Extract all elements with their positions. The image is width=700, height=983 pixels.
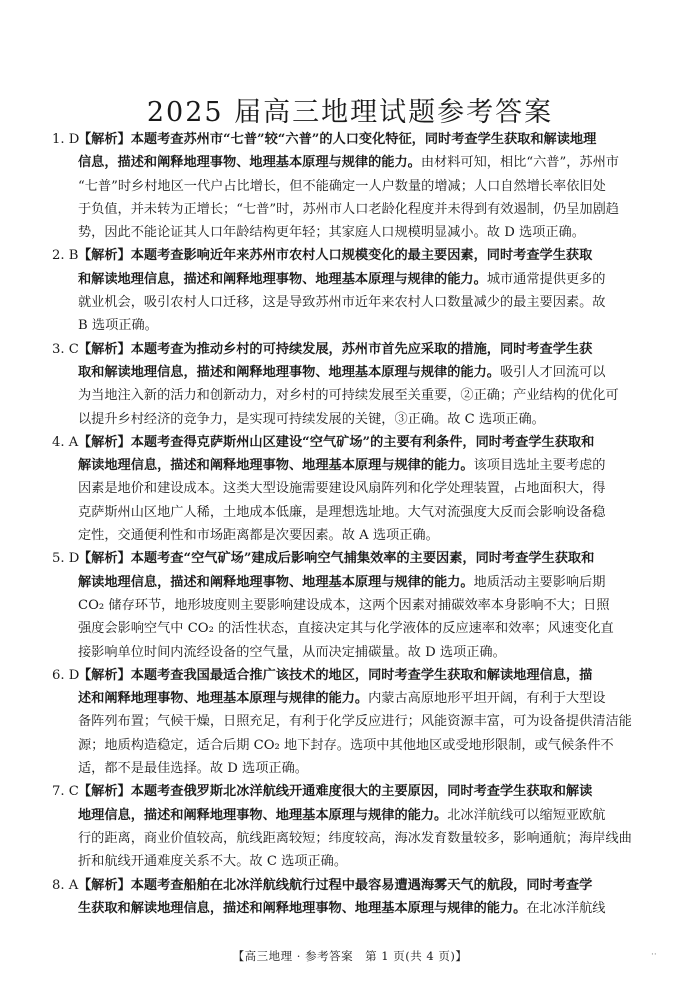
page-title: 2025 届高三地理试题参考答案: [146, 97, 554, 129]
analysis-lead-text: 信息，描述和阐释地理事物、地理基本原理与规律的能力。: [78, 155, 421, 171]
answer-line: [78, 617, 664, 640]
analysis-body-text: 内蒙古高原地形平坦开阔，有利于大型设: [368, 691, 606, 707]
analysis-body-text: 强度会影响空气中 CO₂ 的活性状态，直接决定其与化学液体的反应速率和效率；风速变化直: [78, 621, 614, 637]
answer-line: [78, 268, 664, 291]
answer-item: [52, 128, 664, 244]
analysis-body-text: 地质活动主要影响后期: [473, 574, 606, 590]
analysis-lead-text: 解读地理信息，描述和阐释地理事物、地理基本原理与规律的能力。: [78, 574, 474, 590]
answer-line: [78, 757, 664, 780]
answer-line: [78, 128, 664, 151]
analysis-lead-text: 【解析】本题考查“空气矿场”建成后影响空气捕集效率的主要因素，同时考查学生获取和: [78, 551, 595, 567]
analysis-body-text: 北冰洋航线可以缩短亚欧航: [447, 807, 606, 823]
analysis-body-text: 以提升乡村经济的竞争力，是实现可持续发展的关键，③正确。故 C 选项正确。: [78, 411, 545, 427]
answer-line: [78, 244, 664, 267]
answer-line: [78, 501, 664, 524]
answer-line: [78, 780, 664, 803]
answer-line: [78, 361, 664, 384]
answer-number: 7. C: [52, 784, 79, 800]
analysis-body-text: 克萨斯州山区地广人稀，土地成本低廉，是理想选址地。大气对流强度大反而会影响设备稳: [78, 504, 606, 520]
answer-line: [78, 291, 664, 314]
answer-line: [78, 850, 664, 873]
answer-line: [78, 547, 664, 570]
answer-line: [78, 477, 664, 500]
answer-line: [78, 571, 664, 594]
answer-line: [78, 897, 664, 920]
answer-number: 2. B: [52, 248, 79, 264]
answer-item: [52, 547, 664, 663]
analysis-lead-text: 【解析】本题考查船舶在北冰洋航线航行过程中最容易遭遇海雾天气的航段，同时考查学: [78, 877, 593, 893]
analysis-lead-text: 【解析】本题考查影响近年来苏州市农村人口规模变化的最主要因素，同时考查学生获取: [78, 248, 593, 264]
answer-line: [78, 175, 664, 198]
analysis-body-text: 城市通常提供更多的: [486, 271, 606, 287]
answer-number: 5. D: [52, 551, 80, 567]
answer-line: [78, 384, 664, 407]
answer-list: [52, 128, 664, 920]
analysis-body-text: 势，因此不能论证其人口年龄结构更年轻；其家庭人口规模明显减小。故 D 选项正确。: [78, 225, 585, 241]
analysis-lead-text: 生获取和解读地理信息，描述和阐释地理事物、地理基本原理与规律的能力。: [78, 900, 527, 916]
answer-line: [78, 198, 664, 221]
analysis-body-text: 为当地注入新的活力和创新动力，对乡村的可持续发展至关重要，②正确；产业结构的优化可: [78, 388, 619, 404]
analysis-body-text: 行的距离，商业价值较高，航线距离较短；纬度较高，海冰发育数量较多，影响通航；海岸线曲: [78, 830, 632, 846]
answer-line: [78, 314, 664, 337]
analysis-lead-text: 【解析】本题考查得克萨斯州山区建设“空气矿场”的主要有利条件，同时考查学生获取和: [78, 434, 595, 450]
answer-item: [52, 874, 664, 921]
analysis-lead-text: 【解析】本题考查我国最适合推广该技术的地区，同时考查学生获取和解读地理信息，描: [78, 667, 593, 683]
answer-line: [78, 408, 664, 431]
corner-mark: ··: [651, 950, 657, 960]
analysis-lead-text: 述和阐释地理事物、地理基本原理与规律的能力。: [78, 691, 369, 707]
analysis-lead-text: 【解析】本题考查苏州市“七普”较“六普”的人口变化特征，同时考查学生获取和解读地理: [78, 132, 597, 147]
analysis-body-text: B 选项正确。: [78, 318, 158, 334]
answer-line: [78, 804, 664, 827]
answer-line: [78, 431, 664, 454]
analysis-body-text: 因素是地价和建设成本。这类大型设施需要建设风扇阵列和化学处理装置，占地面积大，得: [78, 481, 606, 497]
answer-item: [52, 431, 664, 547]
analysis-body-text: 源；地质构造稳定，适合后期 CO₂ 地下封存。选项中其他地区或受地形限制，或气候条件不: [78, 737, 614, 753]
answer-line: [78, 734, 664, 757]
analysis-body-text: 由材料可知，相比“六普”，苏州市: [420, 155, 619, 171]
answer-line: [78, 454, 664, 477]
answer-number: 4. A: [52, 434, 79, 450]
analysis-body-text: “七普”时乡村地区一代户占比增长，但不能确定一人户数量的增减；人口自然增长率依旧处: [78, 178, 606, 194]
answer-line: [78, 338, 664, 361]
analysis-body-text: 定性，交通便利性和市场距离都是次要因素。故 A 选项正确。: [78, 528, 439, 544]
answer-number: 8. A: [52, 877, 79, 893]
analysis-body-text: 就业机会，吸引农村人口迁移，这是导致苏州市近年来农村人口数量减少的最主要因素。故: [78, 295, 606, 311]
analysis-body-text: 折和航线开通难度关系不大。故 C 选项正确。: [78, 854, 348, 870]
analysis-lead-text: 【解析】本题考查俄罗斯北冰洋航线开通难度很大的主要原因，同时考查学生获取和解读: [78, 784, 593, 800]
answer-item: [52, 244, 664, 337]
analysis-body-text: 在北冰洋航线: [526, 900, 606, 916]
analysis-lead-text: 地理信息，描述和阐释地理事物、地理基本原理与规律的能力。: [78, 807, 448, 823]
analysis-lead-text: 解读地理信息，描述和阐释地理事物、地理基本原理与规律的能力。: [78, 458, 474, 474]
answer-line: [78, 664, 664, 687]
analysis-body-text: 该项目选址主要考虑的: [473, 458, 606, 474]
page-footer: 【高三地理 · 参考答案 第 1 页(共 4 页)】: [232, 949, 468, 963]
analysis-lead-text: 【解析】本题考查为推动乡村的可持续发展，苏州市首先应采取的措施，同时考查学生获: [78, 341, 593, 357]
answer-line: [78, 874, 664, 897]
answer-item: [52, 780, 664, 873]
answer-line: [78, 151, 664, 174]
analysis-body-text: 备阵列布置；气候干燥，日照充足，有利于化学反应进行；风能资源丰富，可为设备提供清洁能: [78, 714, 632, 730]
answer-line: [78, 710, 664, 733]
answer-number: 6. D: [52, 667, 80, 683]
answer-line: [78, 594, 664, 617]
answer-line: [78, 827, 664, 850]
analysis-lead-text: 取和解读地理信息，描述和阐释地理事物、地理基本原理与规律的能力。: [78, 364, 500, 380]
answer-item: [52, 338, 664, 431]
answer-line: [78, 687, 664, 710]
answer-line: [78, 524, 664, 547]
answer-line: [78, 641, 664, 664]
analysis-body-text: 于负值，并未转为正增长；“七普”时，苏州市人口老龄化程度并未得到有效遏制，仍呈加剧趋: [78, 201, 619, 217]
analysis-body-text: CO₂ 储存环节，地形坡度则主要影响建设成本，这两个因素对捕碳效率本身影响不大；日照: [78, 597, 610, 613]
analysis-lead-text: 和解读地理信息，描述和阐释地理事物、地理基本原理与规律的能力。: [78, 271, 487, 287]
answer-line: [78, 221, 664, 244]
answer-number: 3. C: [52, 341, 79, 357]
analysis-body-text: 接影响单位时间内流经设备的空气量，从而决定捕碳量。故 D 选项正确。: [78, 644, 506, 660]
analysis-body-text: 适，都不是最佳选择。故 D 选项正确。: [78, 761, 308, 777]
answer-number: 1. D: [52, 132, 80, 147]
analysis-body-text: 吸引人才回流可以: [500, 364, 606, 380]
answer-item: [52, 664, 664, 780]
